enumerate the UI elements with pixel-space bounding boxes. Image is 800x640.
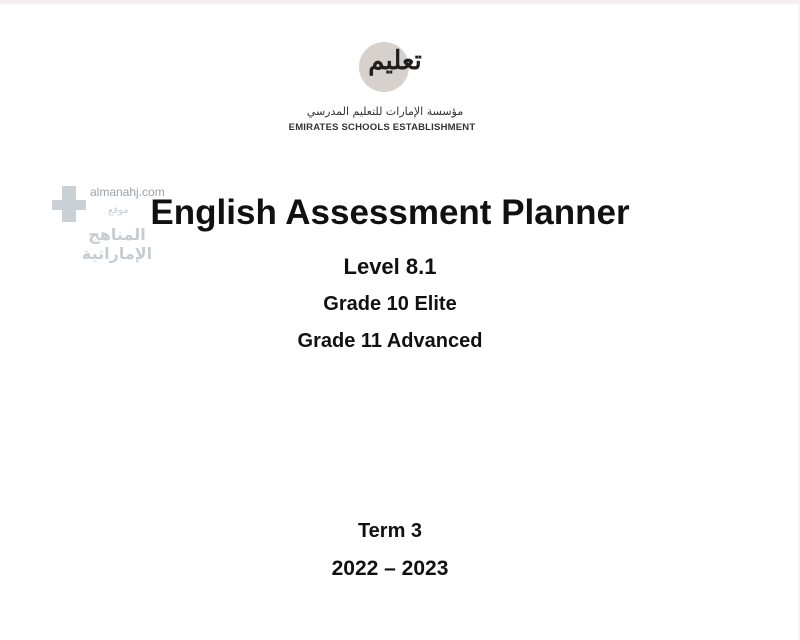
ese-logo [355, 38, 435, 98]
logo-english-name: EMIRATES SCHOOLS ESTABLISHMENT [288, 122, 476, 133]
watermark-arabic-name: المناهج الإماراتية [81, 225, 153, 263]
watermark-site: almanahj.com [90, 185, 165, 199]
document-title: English Assessment Planner [150, 193, 630, 232]
grade-advanced-label: Grade 11 Advanced [297, 330, 483, 352]
logo-arabic-name: مؤسسة الإمارات للتعليم المدرسي [306, 105, 464, 118]
logo-word: تعليم [368, 46, 422, 76]
grade-elite-label: Grade 10 Elite [323, 293, 457, 315]
watermark-small-text: موقع [108, 205, 129, 216]
level-label: Level 8.1 [343, 254, 437, 279]
academic-year: 2022 – 2023 [331, 557, 449, 580]
top-border [0, 0, 800, 4]
term-label: Term 3 [357, 520, 423, 542]
